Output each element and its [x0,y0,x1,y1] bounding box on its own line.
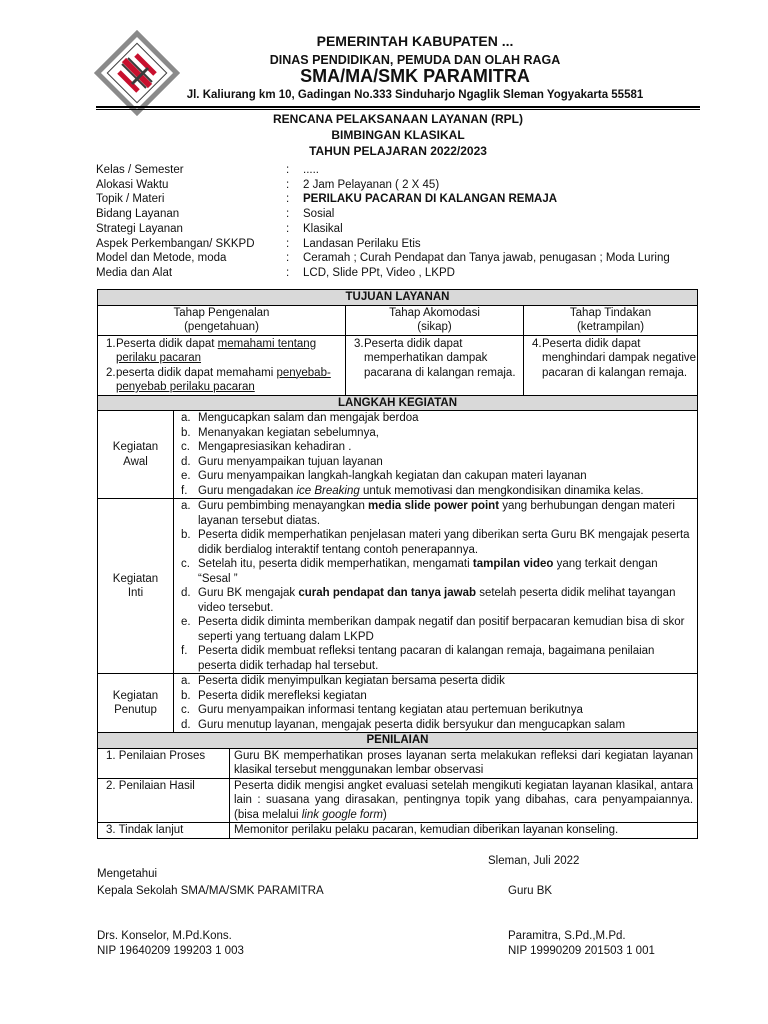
penilaian-proses-label: 1. Penilaian Proses [98,748,230,778]
identity-row [96,208,706,223]
counselor-name: Paramitra, S.Pd.,M.Pd. [508,930,626,942]
identity-row [96,238,706,253]
identity-row [96,164,706,179]
header-school-name: SMA/MA/SMK PARAMITRA [300,66,530,86]
list-item: 2. peserta didik dapat memahami penyebab-penyebab perilaku pacaran [106,366,331,393]
penilaian-heading: PENILAIAN [98,733,698,749]
identity-label: Kelas / Semester [96,164,184,176]
identity-value: 2 Jam Pelayanan ( 2 X 45) [303,178,440,191]
identity-value: Klasikal [303,222,343,235]
identity-colon: : [286,252,290,265]
identity-label: Bidang Layanan [96,208,180,221]
kegiatan-inti-label: Kegiatan Inti [98,499,174,674]
identity-row [96,223,706,238]
identity-label: Aspek Perkembangan/ SKKPD [96,237,255,250]
list-item: f. Guru mengadakan ice Breaking untuk memotivasi dan mengkondisikan dinamika kelas. [181,484,644,497]
list-item: c. Guru menyampaikan informasi tentang kegiatan atau pertemuan berikutnya [181,704,583,716]
tindak-lanjut-label: 3. Tindak lanjut [98,823,230,839]
counselor-role: Guru BK [508,885,553,897]
tujuan-col-tindakan-header: Tahap Tindakan (ketrampilan) [524,305,698,335]
rpl-table [97,289,698,839]
header-department: DINAS PENDIDIKAN, PEMUDA DAN OLAH RAGA [269,53,561,67]
identity-colon: : [286,237,290,250]
penilaian-hasil-text: Peserta didik mengisi angket evaluasi setelah mengikuti kegiatan layanan klasikal, antara lain : suasana yang dirasakan, pentingnya topik yang dibahas, cara penyampaiannya. (bisa melalui link google form) [230,778,698,823]
identity-colon: : [286,193,290,206]
kegiatan-penutup-label: Kegiatan Penutup [98,674,174,733]
identity-value: Sosial [303,208,335,221]
principal-name: Drs. Konselor, M.Pd.Kons. [97,930,232,942]
identity-row [96,193,706,208]
identity-value: PERILAKU PACARAN DI KALANGAN REMAJA [303,193,558,206]
identity-row [96,267,706,282]
identity-colon: : [286,222,290,235]
identity-value: Ceramah ; Curah Pendapat dan Tanya jawab, penugasan ; Moda Luring [303,252,670,265]
principal-role: Kepala Sekolah SMA/MA/SMK PARAMITRA [97,885,324,897]
school-logo [94,30,180,116]
list-item: f. Peserta didik membuat refleksi tentang pacaran di kalangan remaja, bagaimana penilaian peserta didik terhadap hal tersebut. [181,645,655,672]
tujuan-heading: TUJUAN LAYANAN [98,290,698,306]
header-address: Jl. Kaliurang km 10, Gadingan No.333 Sinduharjo Ngaglik Sleman Yogyakarta 55581 [186,89,644,101]
identity-label: Topik / Materi [96,193,165,206]
list-item: 1. Peserta didik dapat memahami tentang perilaku pacaran [106,337,317,364]
principal-nip: NIP 19640209 199203 1 003 [97,945,244,957]
tujuan-col-pengenalan-header: Tahap Pengenalan (pengetahuan) [98,305,346,335]
kegiatan-penutup-list [174,674,698,733]
list-item: a. Guru pembimbing menayangkan media slide power point yang berhubungan dengan materi layanan tersebut diatas. [181,500,675,527]
list-item: e. Peserta didik diminta memberikan dampak negatif dan positif berpacaran kemudian bisa di skor seperti yang tertuang dalam LKPD [181,616,685,643]
tujuan-col-akomodasi-header: Tahap Akomodasi (sikap) [346,305,524,335]
identity-value: LCD, Slide PPt, Video , LKPD [303,266,455,279]
list-item: d. Guru BK mengajak curah pendapat dan tanya jawab setelah peserta didik melihat tayangan video tersebut. [181,587,676,614]
list-item: a. Peserta didik menyimpulkan kegiatan bersama peserta didik [181,675,505,687]
mengetahui-label: Mengetahui [97,868,158,880]
tujuan-akomodasi-list: 3. Peserta didik dapat memperhatikan dampak pacarana di kalangan remaja. [346,335,524,395]
list-item: d. Guru menyampaikan tujuan layanan [181,455,383,468]
penilaian-proses-text: Guru BK memperhatikan proses layanan serta melakukan refleksi dari kegiatan layanan klasikal tersebut menggunakan lembar observasi [230,748,698,778]
list-item: a. Mengucapkan salam dan mengajak berdoa [181,412,419,424]
tujuan-tindakan-list: 4. Peserta didik dapat menghindari dampak negative pacaran di kalangan remaja. [524,335,698,395]
identity-label: Media dan Alat [96,266,173,279]
tujuan-pengenalan-list [98,335,346,395]
identity-label: Alokasi Waktu [96,178,169,191]
list-item: e. Guru menyampaikan langkah-langkah kegiatan dan cakupan materi layanan [181,470,587,482]
header-government: PEMERINTAH KABUPATEN ... [316,33,514,49]
list-item: c. Mengapresiasikan kehadiran . [181,441,352,453]
kegiatan-awal-label: Kegiatan Awal [98,411,174,499]
identity-colon: : [286,266,290,279]
identity-colon: : [286,164,290,176]
identity-colon: : [286,208,290,221]
kegiatan-inti-list [174,499,698,674]
identity-label: Strategi Layanan [96,222,183,235]
list-item: c. Setelah itu, peserta didik memperhatikan, mengamati tampilan video yang terkait dengan “Sesal ” [181,558,658,585]
identity-label: Model dan Metode, moda [96,252,227,265]
doc-title: RENCANA PELAKSANAAN LAYANAN (RPL) [272,112,523,126]
identity-row [96,252,706,267]
doc-year: TAHUN PELAJARAN 2022/2023 [309,144,487,158]
header-divider-thin [96,109,700,110]
doc-subtitle: BIMBINGAN KLASIKAL [331,128,465,142]
counselor-nip: NIP 19990209 201503 1 001 [508,945,655,957]
header-divider [96,106,700,108]
identity-value: ..... [303,164,319,176]
penilaian-hasil-label: 2. Penilaian Hasil [98,778,230,823]
identity-colon: : [286,178,290,191]
list-item: d. Guru menutup layanan, mengajak peserta didik bersyukur dan mengucapkan salam [181,718,626,731]
langkah-heading: LANGKAH KEGIATAN [98,395,698,411]
list-item: b. Peserta didik memperhatikan penjelasan materi yang diberikan serta Guru BK mengajak peserta didik berdialog interaktif tentang contoh penerapannya. [181,529,690,556]
kegiatan-awal-list [174,411,698,499]
place-date: Sleman, Juli 2022 [488,855,580,867]
identity-row [96,179,706,194]
list-item: b. Peserta didik merefleksi kegiatan [181,689,367,702]
list-item: b. Menanyakan kegiatan sebelumnya, [181,426,379,439]
identity-value: Landasan Perilaku Etis [303,237,421,250]
tindak-lanjut-text: Memonitor perilaku pelaku pacaran, kemudian diberikan layanan konseling. [230,823,698,839]
